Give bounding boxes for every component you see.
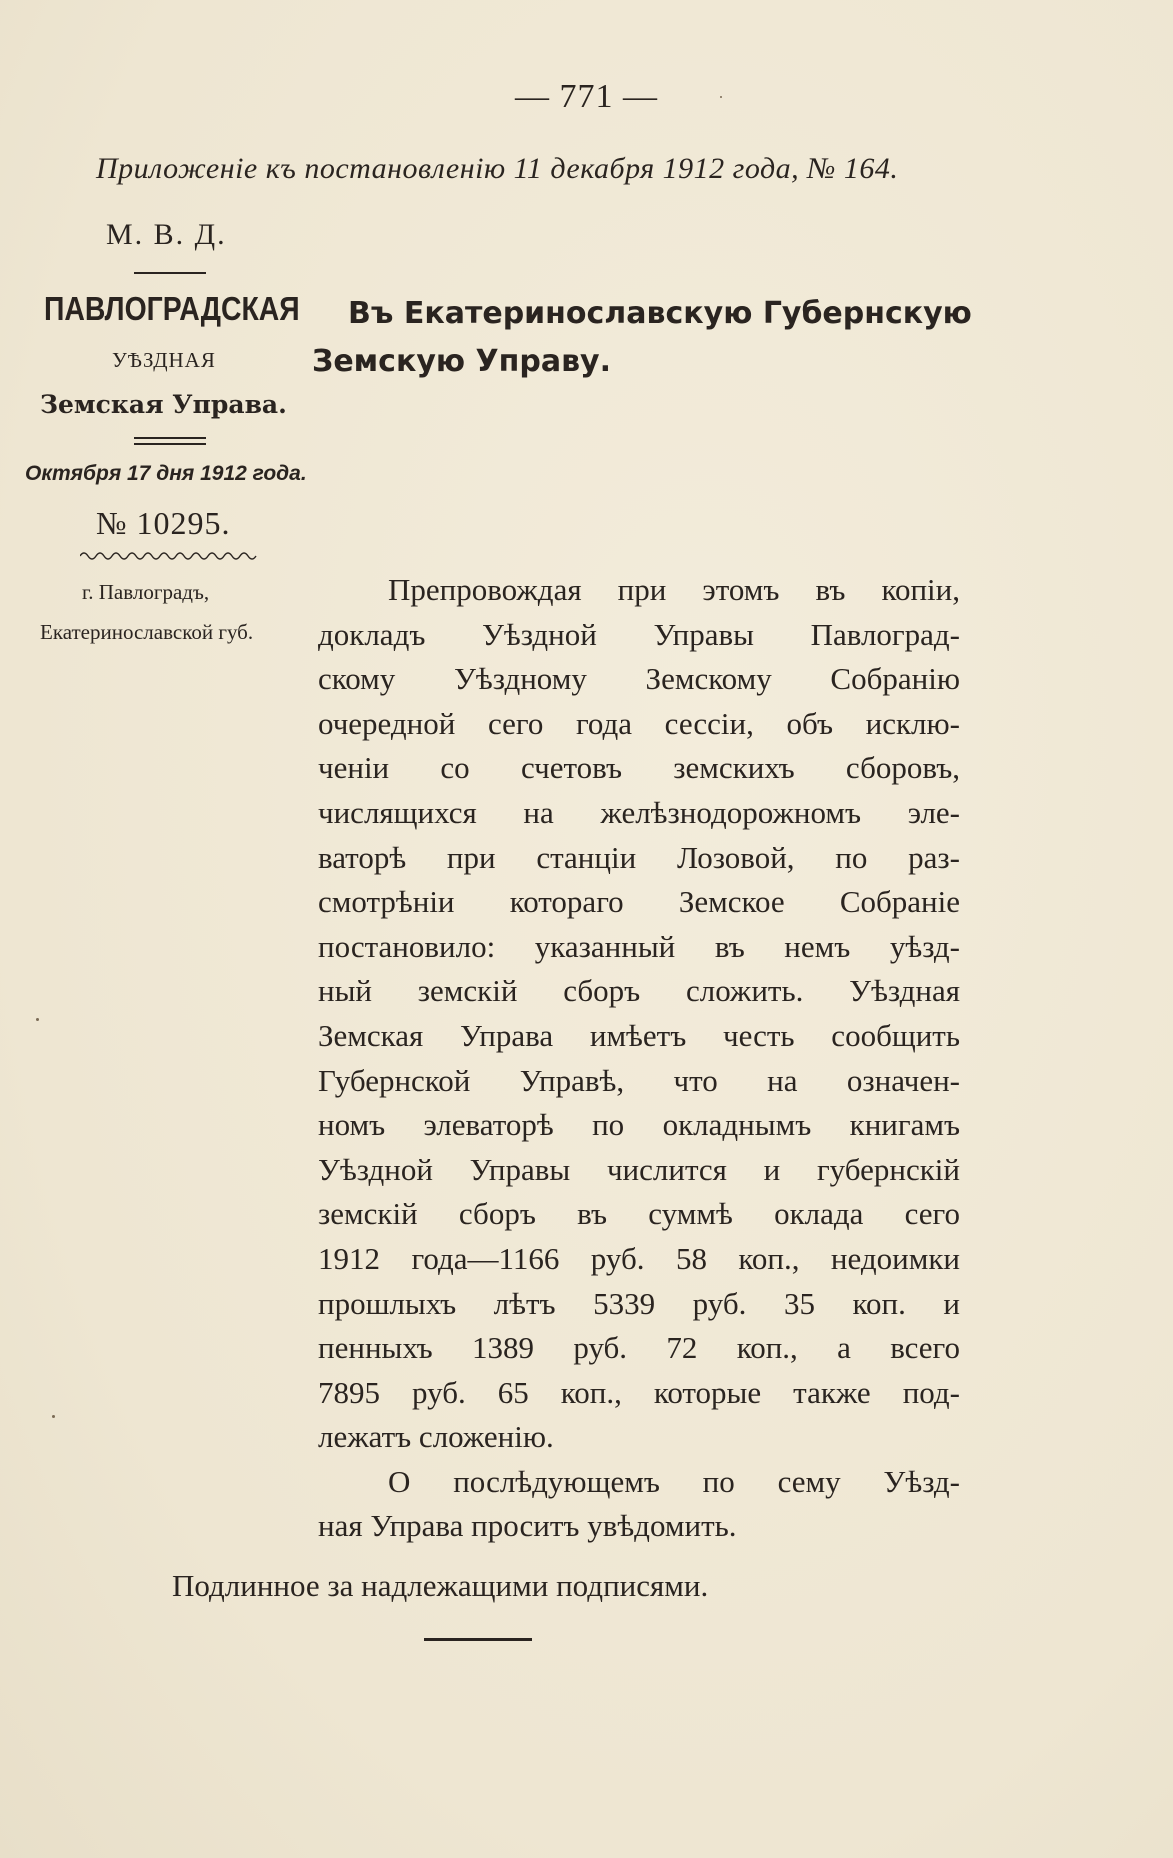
body-line: постановило: указанный въ немъ уѣзд- [318,928,960,964]
body-line: номъ элеваторѣ по окладнымъ книгамъ [318,1107,960,1143]
closing-note: Подлинное за надлежащими подписями. [172,1568,709,1603]
document-number: № 10295. [96,505,231,541]
paper-speck [36,1018,39,1021]
body-line: ный земскiй сборъ сложить. Уѣздная [318,973,960,1009]
body-line: числящихся на желѣзнодорожномъ эле- [318,794,960,830]
wavy-divider [80,550,260,562]
double-rule-top [134,437,206,439]
divider-bottom [424,1638,532,1641]
sender-name: ПАВЛОГРАДСКАЯ [44,290,300,327]
body-line: земскiй сборъ въ суммѣ оклада сего [318,1196,960,1232]
addressee-line-1: Въ Екатеринославскую Губернскую [348,296,972,331]
page-number: — 771 — [515,78,658,115]
body-line: Уѣздной Управы числится и губернскiй [318,1151,960,1187]
body-line: лежатъ сложенiю. [318,1419,554,1455]
body-line: пенныхъ 1389 руб. 72 коп., а всего [318,1330,960,1366]
body-line: смотрѣнiи котораго Земское Собранiе [318,884,960,920]
body-line: Земская Управа имѣетъ честь сообщить [318,1017,960,1053]
body-line: 7895 руб. 65 коп., которые также под- [318,1374,960,1410]
body-line: докладъ Уѣздной Управы Павлоград- [318,616,960,652]
ministry-label: М. В. Д. [106,218,227,251]
place-province: Екатеринославской губ. [40,620,254,644]
body-line: ченiи со счетовъ земскихъ сборовъ, [318,750,960,786]
body-line: очередной сего года сессiи, объ исклю- [318,705,960,741]
body-line: Препровождая при этомъ въ копiи, [388,572,960,607]
body-line: скому Уѣздному Земскому Собранiю [318,661,960,697]
paper-speck [52,1415,55,1418]
body-line: Губернской Управѣ, что на означен- [318,1062,960,1098]
sender-date: Октября 17 дня 1912 года. [25,462,307,485]
addressee-block [312,290,1012,386]
paper-speck [720,96,722,98]
body-line: прошлыхъ лѣтъ 5339 руб. 35 коп. и [318,1285,960,1321]
body-line: ваторѣ при станцiи Лозовой, по раз- [318,839,960,875]
place-city: г. Павлоградъ, [82,580,210,604]
double-rule-bottom [134,443,206,445]
sender-subtitle: УѢЗДНАЯ [112,348,216,372]
body-line: 1912 года—1166 руб. 58 коп., недоимки [318,1240,960,1276]
appendix-note: Приложенiе къ постановленiю 11 декабря 1912 года, № 164. [96,152,899,185]
body-line: О послѣдующемъ по сему Уѣзд- [388,1463,960,1499]
sender-office: Земская Управа. [40,390,287,419]
divider-top [134,272,206,274]
addressee-line-2: Земскую Управу. [312,344,612,379]
body-line: ная Управа проситъ увѣдомить. [318,1508,737,1544]
letter-body [318,568,960,1549]
